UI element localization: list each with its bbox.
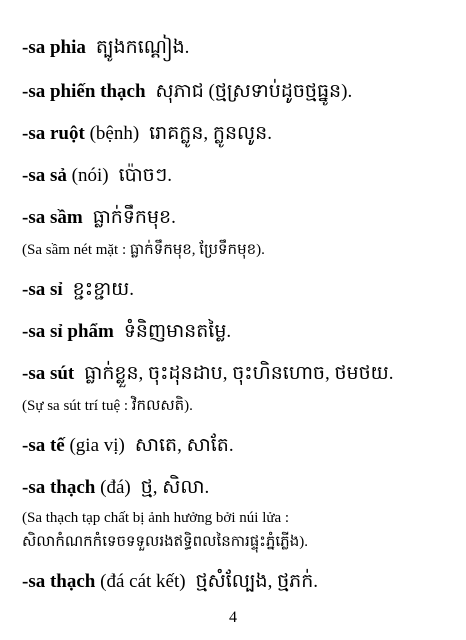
headword: -sa sỉ phẩm xyxy=(22,321,114,342)
entry-sa-thach xyxy=(22,476,458,500)
entry-sa-thach-cat-ket xyxy=(22,570,458,594)
entry-sa-si-pham xyxy=(22,320,458,344)
headword: -sa ruột xyxy=(22,123,85,144)
headword: -sa sả xyxy=(22,165,67,186)
khmer-definition: រោគក្លូន, ក្លូនលូន. xyxy=(149,123,272,144)
headword: -sa phia xyxy=(22,37,86,58)
khmer-definition: សុភាជ (ថ្មស្រទាប់ដូចថ្មធ្នូន). xyxy=(155,81,353,102)
headword: -sa tế xyxy=(22,435,65,456)
entry-sa-sa xyxy=(22,164,458,188)
example-sa-thach-tap-chat xyxy=(22,508,458,528)
usage-note: (bệnh) xyxy=(89,123,140,144)
headword: -sa phiến thạch xyxy=(22,81,146,102)
example-text: (Sự sa sút trí tuệ : វិកលសតិ). xyxy=(22,398,193,414)
khmer-definition: ធ្លាក់ទឹកមុខ. xyxy=(92,207,176,228)
example-sa-sam-net-mat xyxy=(22,240,458,260)
page-number: 4 xyxy=(229,609,237,626)
khmer-definition: ខ្ជះខ្ជាយ. xyxy=(72,279,134,300)
khmer-definition: ប៉ោចៗ. xyxy=(118,165,173,186)
entry-sa-sut xyxy=(22,362,458,386)
khmer-definition: ទំនិញមានតម្លៃ. xyxy=(123,321,232,342)
headword: -sa thạch xyxy=(22,571,96,592)
headword: -sa sầm xyxy=(22,207,83,228)
entry-sa-phia xyxy=(22,36,458,60)
usage-note: (nói) xyxy=(71,165,109,186)
headword: -sa sút xyxy=(22,363,75,384)
khmer-definition: ត្បូងកណ្ដៀង. xyxy=(95,37,190,58)
usage-note: (đá cát kết) xyxy=(100,571,186,592)
khmer-definition: សាតេ, សាតែ. xyxy=(134,435,234,456)
headword: -sa sỉ xyxy=(22,279,63,300)
entry-sa-phien-thach xyxy=(22,80,458,104)
example-su-sa-sut-tri-tue xyxy=(22,396,458,416)
entry-sa-te xyxy=(22,434,458,458)
example-text: សិលាកំណកកំទេចទទួលរងឥទ្ធិពលនៃការផ្ទុះភ្នំភ្លើង). xyxy=(22,534,308,550)
headword: -sa thạch xyxy=(22,477,96,498)
usage-note: (gia vị) xyxy=(69,435,125,456)
entry-sa-si xyxy=(22,278,458,302)
khmer-definition: ធ្លាក់ខ្លួន, ចុះដុនដាប, ចុះហិនហោច, ថមថយ. xyxy=(84,363,394,384)
entry-sa-ruot xyxy=(22,122,458,146)
example-sa-thach-tap-chat-khmer xyxy=(22,532,458,552)
example-text: (Sa thạch tạp chất bị ảnh hưởng bởi núi lửa : xyxy=(22,510,290,526)
example-text: (Sa sầm nét mặt : ធ្លាក់ទឹកមុខ, ប្រែទឹកមុខ). xyxy=(22,242,265,258)
khmer-definition: ថ្ម, សិលា. xyxy=(140,477,210,498)
entry-sa-sam xyxy=(22,206,458,230)
khmer-definition: ថ្មសំល្បែង, ថ្មភក់. xyxy=(195,571,319,592)
usage-note: (đá) xyxy=(100,477,131,498)
